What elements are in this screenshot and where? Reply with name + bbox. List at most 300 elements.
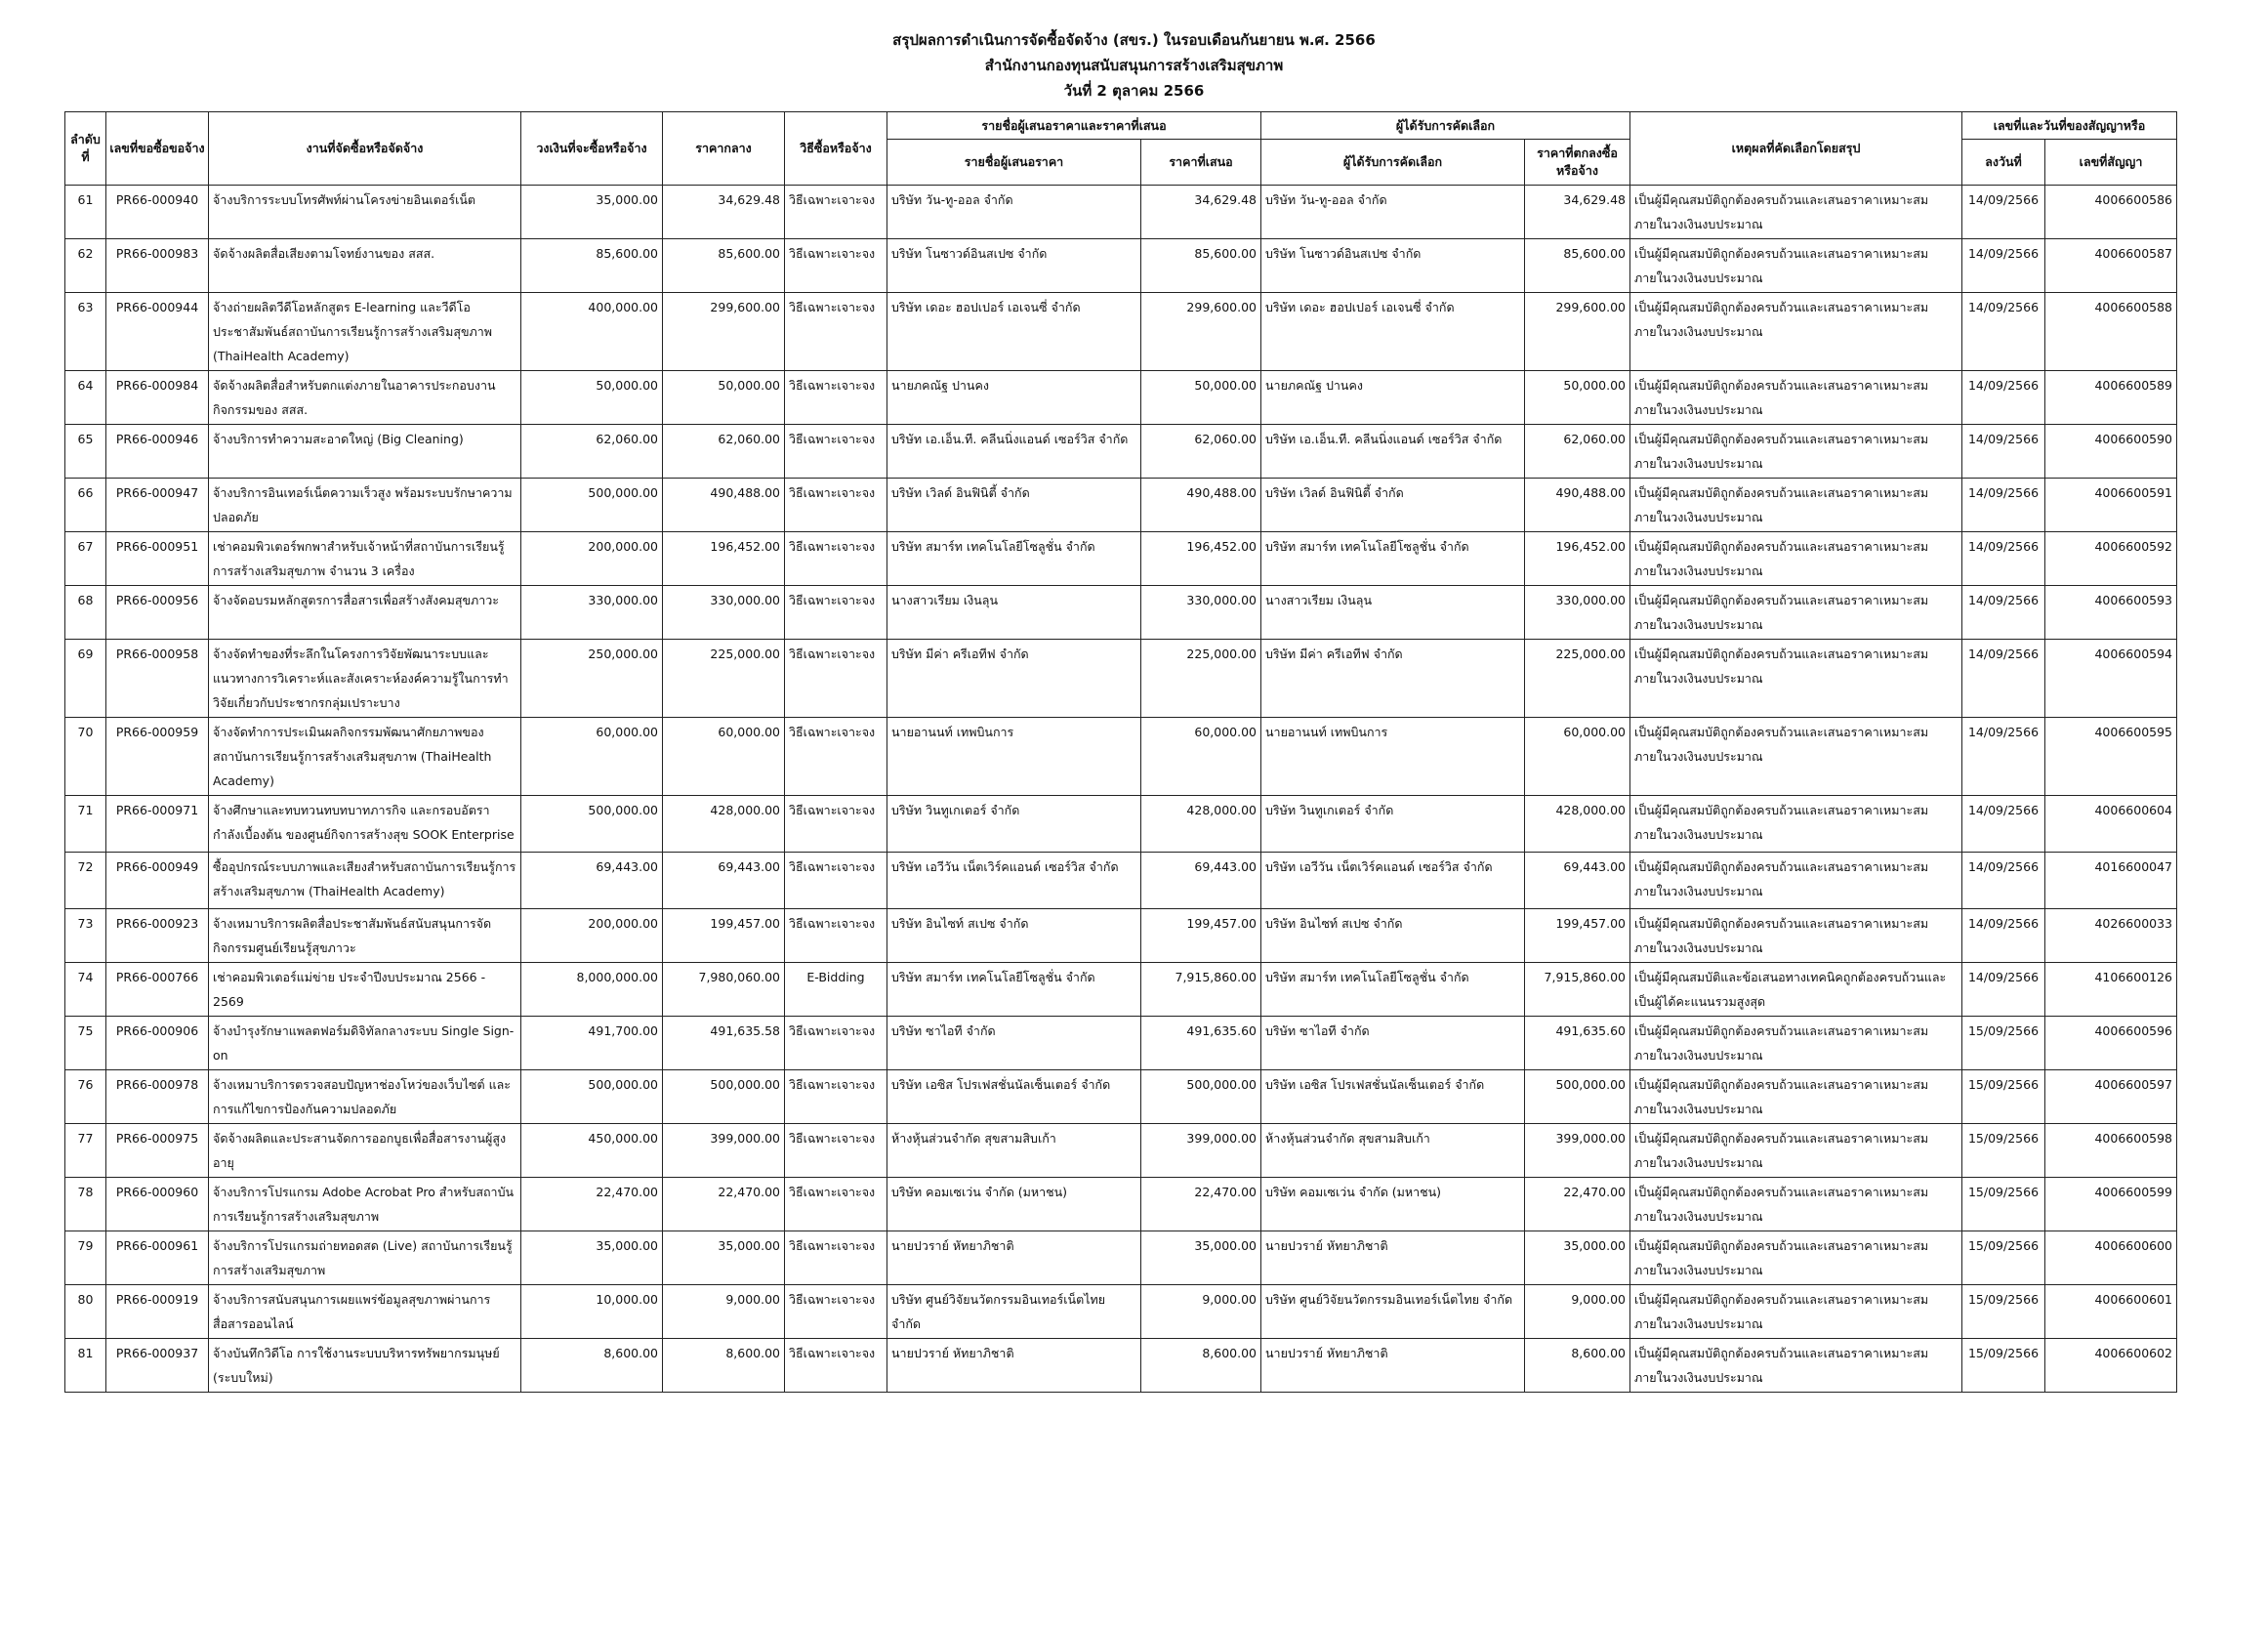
cell-median: 9,000.00 (663, 1285, 785, 1339)
cell-median: 35,000.00 (663, 1231, 785, 1285)
cell-contract-no: 4006600602 (2045, 1339, 2177, 1393)
cell-agreed-price: 60,000.00 (1525, 718, 1630, 796)
col-header-method: วิธีซื้อหรือจ้าง (785, 112, 887, 186)
document-header (0, 27, 2268, 104)
cell-contract-no: 4006600590 (2045, 425, 2177, 479)
cell-no: 74 (65, 963, 106, 1017)
cell-median: 7,980,060.00 (663, 963, 785, 1017)
cell-contract-no: 4006600598 (2045, 1124, 2177, 1178)
cell-date: 14/09/2566 (1962, 640, 2045, 718)
cell-bidder: บริษัท วินทูเกเตอร์ จำกัด (887, 796, 1141, 853)
cell-budget: 10,000.00 (521, 1285, 663, 1339)
cell-no: 79 (65, 1231, 106, 1285)
cell-bid-price: 428,000.00 (1141, 796, 1261, 853)
cell-date: 14/09/2566 (1962, 963, 2045, 1017)
cell-pr: PR66-000983 (106, 239, 209, 293)
table-row (65, 796, 2177, 853)
cell-no: 63 (65, 293, 106, 371)
cell-work: จ้างศึกษาและทบทวนทบทบาทภารกิจ และกรอบอัตรากำลังเบื้องต้น ของศูนย์กิจการสร้างสุข SOOK Enterprise (209, 796, 521, 853)
cell-pr: PR66-000937 (106, 1339, 209, 1393)
col-header-bidder-name: รายชื่อผู้เสนอราคา (887, 140, 1141, 186)
table-row (65, 532, 2177, 586)
cell-agreed-price: 491,635.60 (1525, 1017, 1630, 1070)
cell-budget: 500,000.00 (521, 479, 663, 532)
cell-budget: 60,000.00 (521, 718, 663, 796)
cell-pr: PR66-000946 (106, 425, 209, 479)
cell-reason: เป็นผู้มีคุณสมบัติถูกต้องครบถ้วนและเสนอราคาเหมาะสมภายในวงเงินงบประมาณ (1630, 1017, 1962, 1070)
cell-no: 62 (65, 239, 106, 293)
cell-work: จัดจ้างผลิตสื่อเสียงตามโจทย์งานของ สสส. (209, 239, 521, 293)
cell-work: เช่าคอมพิวเตอร์แม่ข่าย ประจำปีงบประมาณ 2566 - 2569 (209, 963, 521, 1017)
cell-bidder: บริษัท เวิลด์ อินฟินิตี้ จำกัด (887, 479, 1141, 532)
cell-method: วิธีเฉพาะเจาะจง (785, 479, 887, 532)
cell-method: วิธีเฉพาะเจาะจง (785, 718, 887, 796)
table-row (65, 1339, 2177, 1393)
cell-budget: 50,000.00 (521, 371, 663, 425)
cell-pr: PR66-000961 (106, 1231, 209, 1285)
cell-reason: เป็นผู้มีคุณสมบัติถูกต้องครบถ้วนและเสนอราคาเหมาะสมภายในวงเงินงบประมาณ (1630, 1285, 1962, 1339)
col-header-no: ลำดับที่ (65, 112, 106, 186)
cell-winner: บริษัท มีค่า ครีเอทีฟ จำกัด (1261, 640, 1525, 718)
cell-contract-no: 4006600595 (2045, 718, 2177, 796)
cell-budget: 85,600.00 (521, 239, 663, 293)
cell-agreed-price: 299,600.00 (1525, 293, 1630, 371)
cell-method: วิธีเฉพาะเจาะจง (785, 1339, 887, 1393)
cell-bid-price: 196,452.00 (1141, 532, 1261, 586)
cell-work: จัดจ้างผลิตและประสานจัดการออกบูธเพื่อสื่อสารงานผู้สูงอายุ (209, 1124, 521, 1178)
cell-winner: บริษัท คอมเซเว่น จำกัด (มหาชน) (1261, 1178, 1525, 1231)
cell-bidder: บริษัท สมาร์ท เทคโนโลยีโซลูชั่น จำกัด (887, 963, 1141, 1017)
cell-no: 64 (65, 371, 106, 425)
cell-budget: 200,000.00 (521, 909, 663, 963)
cell-bid-price: 330,000.00 (1141, 586, 1261, 640)
table-row (65, 479, 2177, 532)
cell-work: ซื้ออุปกรณ์ระบบภาพและเสียงสำหรับสถาบันการเรียนรู้การสร้างเสริมสุขภาพ (ThaiHealth Academy) (209, 853, 521, 909)
cell-bid-price: 62,060.00 (1141, 425, 1261, 479)
table-header (65, 112, 2177, 186)
cell-date: 14/09/2566 (1962, 796, 2045, 853)
cell-work: จ้างจัดอบรมหลักสูตรการสื่อสารเพื่อสร้างสังคมสุขภาวะ (209, 586, 521, 640)
cell-median: 500,000.00 (663, 1070, 785, 1124)
cell-contract-no: 4016600047 (2045, 853, 2177, 909)
cell-median: 196,452.00 (663, 532, 785, 586)
cell-winner: บริษัท ศูนย์วิจัยนวัตกรรมอินเทอร์เน็ตไทย จำกัด (1261, 1285, 1525, 1339)
cell-median: 491,635.58 (663, 1017, 785, 1070)
cell-contract-no: 4006600593 (2045, 586, 2177, 640)
cell-bidder: นายปวราย์ หัทยาภิชาติ (887, 1231, 1141, 1285)
cell-no: 73 (65, 909, 106, 963)
cell-contract-no: 4006600601 (2045, 1285, 2177, 1339)
cell-no: 75 (65, 1017, 106, 1070)
cell-method: วิธีเฉพาะเจาะจง (785, 1285, 887, 1339)
cell-reason: เป็นผู้มีคุณสมบัติและข้อเสนอทางเทคนิคถูกต้องครบถ้วนและเป็นผู้ได้คะแนนรวมสูงสุด (1630, 963, 1962, 1017)
cell-median: 490,488.00 (663, 479, 785, 532)
table-row (65, 1070, 2177, 1124)
cell-no: 77 (65, 1124, 106, 1178)
cell-date: 15/09/2566 (1962, 1070, 2045, 1124)
cell-winner: นายอานนท์ เทพบินการ (1261, 718, 1525, 796)
cell-contract-no: 4006600588 (2045, 293, 2177, 371)
cell-bidder: บริษัท เอซิส โปรเฟสชั่นนัลเซ็นเตอร์ จำกัด (887, 1070, 1141, 1124)
cell-no: 67 (65, 532, 106, 586)
cell-budget: 8,600.00 (521, 1339, 663, 1393)
cell-contract-no: 4106600126 (2045, 963, 2177, 1017)
col-header-budget: วงเงินที่จะซื้อหรือจ้าง (521, 112, 663, 186)
cell-bidder: นายอานนท์ เทพบินการ (887, 718, 1141, 796)
col-header-winner-group: ผู้ได้รับการคัดเลือก (1261, 112, 1630, 140)
table-row (65, 293, 2177, 371)
cell-budget: 62,060.00 (521, 425, 663, 479)
cell-agreed-price: 330,000.00 (1525, 586, 1630, 640)
cell-budget: 500,000.00 (521, 1070, 663, 1124)
cell-bid-price: 35,000.00 (1141, 1231, 1261, 1285)
cell-pr: PR66-000944 (106, 293, 209, 371)
cell-bid-price: 85,600.00 (1141, 239, 1261, 293)
cell-winner: บริษัท วินทูเกเตอร์ จำกัด (1261, 796, 1525, 853)
cell-date: 14/09/2566 (1962, 909, 2045, 963)
cell-reason: เป็นผู้มีคุณสมบัติถูกต้องครบถ้วนและเสนอราคาเหมาะสมภายในวงเงินงบประมาณ (1630, 1124, 1962, 1178)
cell-reason: เป็นผู้มีคุณสมบัติถูกต้องครบถ้วนและเสนอราคาเหมาะสมภายในวงเงินงบประมาณ (1630, 239, 1962, 293)
cell-pr: PR66-000906 (106, 1017, 209, 1070)
cell-winner: บริษัท เดอะ ฮอปเปอร์ เอเจนซี่ จำกัด (1261, 293, 1525, 371)
cell-reason: เป็นผู้มีคุณสมบัติถูกต้องครบถ้วนและเสนอราคาเหมาะสมภายในวงเงินงบประมาณ (1630, 1178, 1962, 1231)
col-header-bid-price: ราคาที่เสนอ (1141, 140, 1261, 186)
cell-winner: บริษัท โนซาวด์อินสเปซ จำกัด (1261, 239, 1525, 293)
cell-date: 14/09/2566 (1962, 853, 2045, 909)
col-header-bidders-group: รายชื่อผู้เสนอราคาและราคาที่เสนอ (887, 112, 1261, 140)
cell-contract-no: 4006600587 (2045, 239, 2177, 293)
cell-winner: ห้างหุ้นส่วนจำกัด สุขสามสิบเก้า (1261, 1124, 1525, 1178)
cell-median: 299,600.00 (663, 293, 785, 371)
cell-no: 69 (65, 640, 106, 718)
cell-winner: บริษัท วัน-ทู-ออล จำกัด (1261, 186, 1525, 239)
cell-method: วิธีเฉพาะเจาะจง (785, 909, 887, 963)
cell-agreed-price: 199,457.00 (1525, 909, 1630, 963)
cell-reason: เป็นผู้มีคุณสมบัติถูกต้องครบถ้วนและเสนอราคาเหมาะสมภายในวงเงินงบประมาณ (1630, 853, 1962, 909)
cell-date: 15/09/2566 (1962, 1285, 2045, 1339)
table-row (65, 909, 2177, 963)
cell-agreed-price: 34,629.48 (1525, 186, 1630, 239)
col-header-winner-name: ผู้ได้รับการคัดเลือก (1261, 140, 1525, 186)
table-row (65, 425, 2177, 479)
cell-reason: เป็นผู้มีคุณสมบัติถูกต้องครบถ้วนและเสนอราคาเหมาะสมภายในวงเงินงบประมาณ (1630, 1339, 1962, 1393)
cell-winner: นายปวราย์ หัทยาภิชาติ (1261, 1339, 1525, 1393)
cell-bidder: บริษัท คอมเซเว่น จำกัด (มหาชน) (887, 1178, 1141, 1231)
cell-agreed-price: 9,000.00 (1525, 1285, 1630, 1339)
col-header-median: ราคากลาง (663, 112, 785, 186)
cell-agreed-price: 85,600.00 (1525, 239, 1630, 293)
cell-contract-no: 4006600596 (2045, 1017, 2177, 1070)
cell-bidder: บริษัท เดอะ ฮอปเปอร์ เอเจนซี่ จำกัด (887, 293, 1141, 371)
cell-no: 68 (65, 586, 106, 640)
cell-pr: PR66-000975 (106, 1124, 209, 1178)
table-row (65, 371, 2177, 425)
cell-work: จ้างบำรุงรักษาแพลตฟอร์มดิจิทัลกลางระบบ Single Sign-on (209, 1017, 521, 1070)
cell-agreed-price: 8,600.00 (1525, 1339, 1630, 1393)
cell-date: 15/09/2566 (1962, 1017, 2045, 1070)
cell-winner: บริษัท อินไซท์ สเปซ จำกัด (1261, 909, 1525, 963)
cell-budget: 200,000.00 (521, 532, 663, 586)
cell-bid-price: 491,635.60 (1141, 1017, 1261, 1070)
cell-work: จ้างจัดทำการประเมินผลกิจกรรมพัฒนาศักยภาพของสถาบันการเรียนรู้การสร้างเสริมสุขภาพ (ThaiHealth Academy) (209, 718, 521, 796)
cell-pr: PR66-000956 (106, 586, 209, 640)
cell-budget: 35,000.00 (521, 1231, 663, 1285)
cell-budget: 8,000,000.00 (521, 963, 663, 1017)
cell-pr: PR66-000960 (106, 1178, 209, 1231)
cell-median: 50,000.00 (663, 371, 785, 425)
cell-agreed-price: 500,000.00 (1525, 1070, 1630, 1124)
cell-pr: PR66-000940 (106, 186, 209, 239)
cell-work: จัดจ้างผลิตสื่อสำหรับตกแต่งภายในอาคารประกอบงานกิจกรรมของ สสส. (209, 371, 521, 425)
cell-bidder: บริษัท มีค่า ครีเอทีฟ จำกัด (887, 640, 1141, 718)
cell-median: 34,629.48 (663, 186, 785, 239)
cell-bidder: นางสาวเรียม เงินลุน (887, 586, 1141, 640)
cell-method: วิธีเฉพาะเจาะจง (785, 532, 887, 586)
cell-budget: 35,000.00 (521, 186, 663, 239)
cell-work: จ้างบริการระบบโทรศัพท์ผ่านโครงข่ายอินเตอร์เน็ต (209, 186, 521, 239)
cell-method: วิธีเฉพาะเจาะจง (785, 293, 887, 371)
cell-contract-no: 4026600033 (2045, 909, 2177, 963)
cell-date: 14/09/2566 (1962, 293, 2045, 371)
cell-contract-no: 4006600592 (2045, 532, 2177, 586)
cell-bid-price: 8,600.00 (1141, 1339, 1261, 1393)
cell-bid-price: 7,915,860.00 (1141, 963, 1261, 1017)
cell-bid-price: 299,600.00 (1141, 293, 1261, 371)
cell-reason: เป็นผู้มีคุณสมบัติถูกต้องครบถ้วนและเสนอราคาเหมาะสมภายในวงเงินงบประมาณ (1630, 425, 1962, 479)
table-row (65, 718, 2177, 796)
cell-bidder: บริษัท วัน-ทู-ออล จำกัด (887, 186, 1141, 239)
cell-no: 72 (65, 853, 106, 909)
cell-date: 14/09/2566 (1962, 425, 2045, 479)
cell-contract-no: 4006600604 (2045, 796, 2177, 853)
cell-pr: PR66-000766 (106, 963, 209, 1017)
table-row (65, 853, 2177, 909)
cell-bidder: บริษัท เอวีวัน เน็ตเวิร์คแอนด์ เซอร์วิส จำกัด (887, 853, 1141, 909)
col-header-work: งานที่จัดซื้อหรือจัดจ้าง (209, 112, 521, 186)
cell-bid-price: 500,000.00 (1141, 1070, 1261, 1124)
cell-winner: นายปวราย์ หัทยาภิชาติ (1261, 1231, 1525, 1285)
cell-no: 81 (65, 1339, 106, 1393)
table-row (65, 1178, 2177, 1231)
cell-bidder: ห้างหุ้นส่วนจำกัด สุขสามสิบเก้า (887, 1124, 1141, 1178)
cell-no: 70 (65, 718, 106, 796)
cell-bidder: นายปวราย์ หัทยาภิชาติ (887, 1339, 1141, 1393)
cell-winner: บริษัท เอ.เอ็น.ที. คลีนนิ่งแอนด์ เซอร์วิส จำกัด (1261, 425, 1525, 479)
cell-agreed-price: 490,488.00 (1525, 479, 1630, 532)
cell-agreed-price: 35,000.00 (1525, 1231, 1630, 1285)
cell-bidder: บริษัท ศูนย์วิจัยนวัตกรรมอินเทอร์เน็ตไทย จำกัด (887, 1285, 1141, 1339)
cell-date: 14/09/2566 (1962, 586, 2045, 640)
cell-contract-no: 4006600599 (2045, 1178, 2177, 1231)
cell-winner: บริษัท เอซิส โปรเฟสชั่นนัลเซ็นเตอร์ จำกัด (1261, 1070, 1525, 1124)
cell-bidder: บริษัท สมาร์ท เทคโนโลยีโซลูชั่น จำกัด (887, 532, 1141, 586)
cell-winner: นางสาวเรียม เงินลุน (1261, 586, 1525, 640)
cell-work: จ้างบริการอินเทอร์เน็ตความเร็วสูง พร้อมระบบรักษาความปลอดภัย (209, 479, 521, 532)
cell-reason: เป็นผู้มีคุณสมบัติถูกต้องครบถ้วนและเสนอราคาเหมาะสมภายในวงเงินงบประมาณ (1630, 718, 1962, 796)
cell-no: 78 (65, 1178, 106, 1231)
cell-median: 428,000.00 (663, 796, 785, 853)
table-row (65, 1231, 2177, 1285)
cell-no: 80 (65, 1285, 106, 1339)
cell-bid-price: 199,457.00 (1141, 909, 1261, 963)
col-header-contract-group: เลขที่และวันที่ของสัญญาหรือ (1962, 112, 2177, 140)
cell-date: 14/09/2566 (1962, 371, 2045, 425)
table-body (65, 186, 2177, 1393)
cell-pr: PR66-000978 (106, 1070, 209, 1124)
cell-budget: 69,443.00 (521, 853, 663, 909)
cell-median: 62,060.00 (663, 425, 785, 479)
cell-median: 199,457.00 (663, 909, 785, 963)
cell-contract-no: 4006600591 (2045, 479, 2177, 532)
cell-method: วิธีเฉพาะเจาะจง (785, 371, 887, 425)
cell-bid-price: 490,488.00 (1141, 479, 1261, 532)
cell-date: 14/09/2566 (1962, 532, 2045, 586)
cell-date: 15/09/2566 (1962, 1124, 2045, 1178)
cell-budget: 450,000.00 (521, 1124, 663, 1178)
cell-contract-no: 4006600589 (2045, 371, 2177, 425)
cell-pr: PR66-000919 (106, 1285, 209, 1339)
cell-bidder: นายภคณัฐ ปานคง (887, 371, 1141, 425)
cell-median: 60,000.00 (663, 718, 785, 796)
cell-winner: นายภคณัฐ ปานคง (1261, 371, 1525, 425)
cell-no: 76 (65, 1070, 106, 1124)
cell-budget: 400,000.00 (521, 293, 663, 371)
col-header-reason: เหตุผลที่คัดเลือกโดยสรุป (1630, 112, 1962, 186)
cell-winner: บริษัท ซาไอที จำกัด (1261, 1017, 1525, 1070)
cell-bidder: บริษัท เอ.เอ็น.ที. คลีนนิ่งแอนด์ เซอร์วิส จำกัด (887, 425, 1141, 479)
table-row (65, 1124, 2177, 1178)
cell-winner: บริษัท สมาร์ท เทคโนโลยีโซลูชั่น จำกัด (1261, 963, 1525, 1017)
cell-date: 15/09/2566 (1962, 1231, 2045, 1285)
cell-work: จ้างบริการโปรแกรม Adobe Acrobat Pro สำหรับสถาบันการเรียนรู้การสร้างเสริมสุขภาพ (209, 1178, 521, 1231)
cell-reason: เป็นผู้มีคุณสมบัติถูกต้องครบถ้วนและเสนอราคาเหมาะสมภายในวงเงินงบประมาณ (1630, 293, 1962, 371)
table-row (65, 239, 2177, 293)
cell-bid-price: 50,000.00 (1141, 371, 1261, 425)
col-header-contract-no: เลขที่สัญญา (2045, 140, 2177, 186)
cell-reason: เป็นผู้มีคุณสมบัติถูกต้องครบถ้วนและเสนอราคาเหมาะสมภายในวงเงินงบประมาณ (1630, 479, 1962, 532)
cell-method: วิธีเฉพาะเจาะจง (785, 640, 887, 718)
cell-pr: PR66-000958 (106, 640, 209, 718)
cell-method: วิธีเฉพาะเจาะจง (785, 853, 887, 909)
cell-work: จ้างบริการโปรแกรมถ่ายทอดสด (Live) สถาบันการเรียนรู้การสร้างเสริมสุขภาพ (209, 1231, 521, 1285)
cell-contract-no: 4006600594 (2045, 640, 2177, 718)
cell-bidder: บริษัท อินไซท์ สเปซ จำกัด (887, 909, 1141, 963)
cell-pr: PR66-000923 (106, 909, 209, 963)
cell-date: 14/09/2566 (1962, 718, 2045, 796)
cell-agreed-price: 225,000.00 (1525, 640, 1630, 718)
cell-pr: PR66-000951 (106, 532, 209, 586)
cell-winner: บริษัท สมาร์ท เทคโนโลยีโซลูชั่น จำกัด (1261, 532, 1525, 586)
cell-reason: เป็นผู้มีคุณสมบัติถูกต้องครบถ้วนและเสนอราคาเหมาะสมภายในวงเงินงบประมาณ (1630, 796, 1962, 853)
cell-method: วิธีเฉพาะเจาะจง (785, 1070, 887, 1124)
cell-method: E-Bidding (785, 963, 887, 1017)
col-header-date: ลงวันที่ (1962, 140, 2045, 186)
document-title: สรุปผลการดำเนินการจัดซื้อจัดจ้าง (สขร.) ในรอบเดือนกันยายน พ.ศ. 2566 (892, 31, 1376, 49)
table-row (65, 586, 2177, 640)
cell-no: 61 (65, 186, 106, 239)
cell-pr: PR66-000971 (106, 796, 209, 853)
cell-reason: เป็นผู้มีคุณสมบัติถูกต้องครบถ้วนและเสนอราคาเหมาะสมภายในวงเงินงบประมาณ (1630, 909, 1962, 963)
cell-budget: 250,000.00 (521, 640, 663, 718)
cell-median: 399,000.00 (663, 1124, 785, 1178)
cell-bidder: บริษัท โนซาวด์อินสเปซ จำกัด (887, 239, 1141, 293)
cell-work: จ้างเหมาบริการผลิตสื่อประชาสัมพันธ์สนับสนุนการจัดกิจกรรมศูนย์เรียนรู้สุขภาวะ (209, 909, 521, 963)
cell-no: 65 (65, 425, 106, 479)
cell-reason: เป็นผู้มีคุณสมบัติถูกต้องครบถ้วนและเสนอราคาเหมาะสมภายในวงเงินงบประมาณ (1630, 371, 1962, 425)
cell-contract-no: 4006600586 (2045, 186, 2177, 239)
cell-agreed-price: 196,452.00 (1525, 532, 1630, 586)
cell-median: 8,600.00 (663, 1339, 785, 1393)
cell-median: 330,000.00 (663, 586, 785, 640)
cell-pr: PR66-000949 (106, 853, 209, 909)
cell-date: 15/09/2566 (1962, 1178, 2045, 1231)
cell-median: 22,470.00 (663, 1178, 785, 1231)
cell-work: จ้างจัดทำของที่ระลึกในโครงการวิจัยพัฒนาระบบและแนวทางการวิเคราะห์และสังเคราะห์องค์ความรู้ในการทำวิจัยเกี่ยวกับประชากรกลุ่มเปราะบาง (209, 640, 521, 718)
cell-agreed-price: 428,000.00 (1525, 796, 1630, 853)
cell-bid-price: 9,000.00 (1141, 1285, 1261, 1339)
cell-budget: 491,700.00 (521, 1017, 663, 1070)
cell-bid-price: 399,000.00 (1141, 1124, 1261, 1178)
cell-method: วิธีเฉพาะเจาะจง (785, 186, 887, 239)
cell-winner: บริษัท เอวีวัน เน็ตเวิร์คแอนด์ เซอร์วิส จำกัด (1261, 853, 1525, 909)
cell-budget: 22,470.00 (521, 1178, 663, 1231)
cell-agreed-price: 69,443.00 (1525, 853, 1630, 909)
cell-no: 66 (65, 479, 106, 532)
table-row (65, 1017, 2177, 1070)
cell-median: 69,443.00 (663, 853, 785, 909)
cell-agreed-price: 50,000.00 (1525, 371, 1630, 425)
cell-date: 14/09/2566 (1962, 479, 2045, 532)
cell-reason: เป็นผู้มีคุณสมบัติถูกต้องครบถ้วนและเสนอราคาเหมาะสมภายในวงเงินงบประมาณ (1630, 532, 1962, 586)
cell-reason: เป็นผู้มีคุณสมบัติถูกต้องครบถ้วนและเสนอราคาเหมาะสมภายในวงเงินงบประมาณ (1630, 1070, 1962, 1124)
table-row (65, 1285, 2177, 1339)
cell-pr: PR66-000959 (106, 718, 209, 796)
cell-bid-price: 34,629.48 (1141, 186, 1261, 239)
cell-pr: PR66-000984 (106, 371, 209, 425)
cell-reason: เป็นผู้มีคุณสมบัติถูกต้องครบถ้วนและเสนอราคาเหมาะสมภายในวงเงินงบประมาณ (1630, 186, 1962, 239)
document-date: วันที่ 2 ตุลาคม 2566 (1063, 82, 1205, 100)
procurement-table (64, 111, 2177, 1393)
cell-work: จ้างบริการสนับสนุนการเผยแพร่ข้อมูลสุขภาพผ่านการสื่อสารออนไลน์ (209, 1285, 521, 1339)
cell-work: จ้างบริการทำความสะอาดใหญ่ (Big Cleaning) (209, 425, 521, 479)
cell-date: 15/09/2566 (1962, 1339, 2045, 1393)
cell-bid-price: 22,470.00 (1141, 1178, 1261, 1231)
cell-bid-price: 60,000.00 (1141, 718, 1261, 796)
cell-method: วิธีเฉพาะเจาะจง (785, 1124, 887, 1178)
cell-median: 85,600.00 (663, 239, 785, 293)
cell-reason: เป็นผู้มีคุณสมบัติถูกต้องครบถ้วนและเสนอราคาเหมาะสมภายในวงเงินงบประมาณ (1630, 586, 1962, 640)
cell-work: เช่าคอมพิวเตอร์พกพาสำหรับเจ้าหน้าที่สถาบันการเรียนรู้การสร้างเสริมสุขภาพ จำนวน 3 เครื่อง (209, 532, 521, 586)
cell-pr: PR66-000947 (106, 479, 209, 532)
cell-bid-price: 225,000.00 (1141, 640, 1261, 718)
cell-contract-no: 4006600600 (2045, 1231, 2177, 1285)
table-row (65, 186, 2177, 239)
cell-agreed-price: 7,915,860.00 (1525, 963, 1630, 1017)
table-row (65, 963, 2177, 1017)
organization-name: สำนักงานกองทุนสนับสนุนการสร้างเสริมสุขภาพ (984, 57, 1284, 74)
cell-median: 225,000.00 (663, 640, 785, 718)
cell-bid-price: 69,443.00 (1141, 853, 1261, 909)
cell-work: จ้างบันทึกวิดีโอ การใช้งานระบบบริหารทรัพยากรมนุษย์ (ระบบใหม่) (209, 1339, 521, 1393)
cell-date: 14/09/2566 (1962, 239, 2045, 293)
cell-work: จ้างเหมาบริการตรวจสอบปัญหาช่องโหว่ของเว็บไซต์ และการแก้ไขการป้องกันความปลอดภัย (209, 1070, 521, 1124)
cell-method: วิธีเฉพาะเจาะจง (785, 1178, 887, 1231)
cell-agreed-price: 399,000.00 (1525, 1124, 1630, 1178)
cell-method: วิธีเฉพาะเจาะจง (785, 1017, 887, 1070)
cell-agreed-price: 22,470.00 (1525, 1178, 1630, 1231)
cell-method: วิธีเฉพาะเจาะจง (785, 586, 887, 640)
cell-reason: เป็นผู้มีคุณสมบัติถูกต้องครบถ้วนและเสนอราคาเหมาะสมภายในวงเงินงบประมาณ (1630, 640, 1962, 718)
